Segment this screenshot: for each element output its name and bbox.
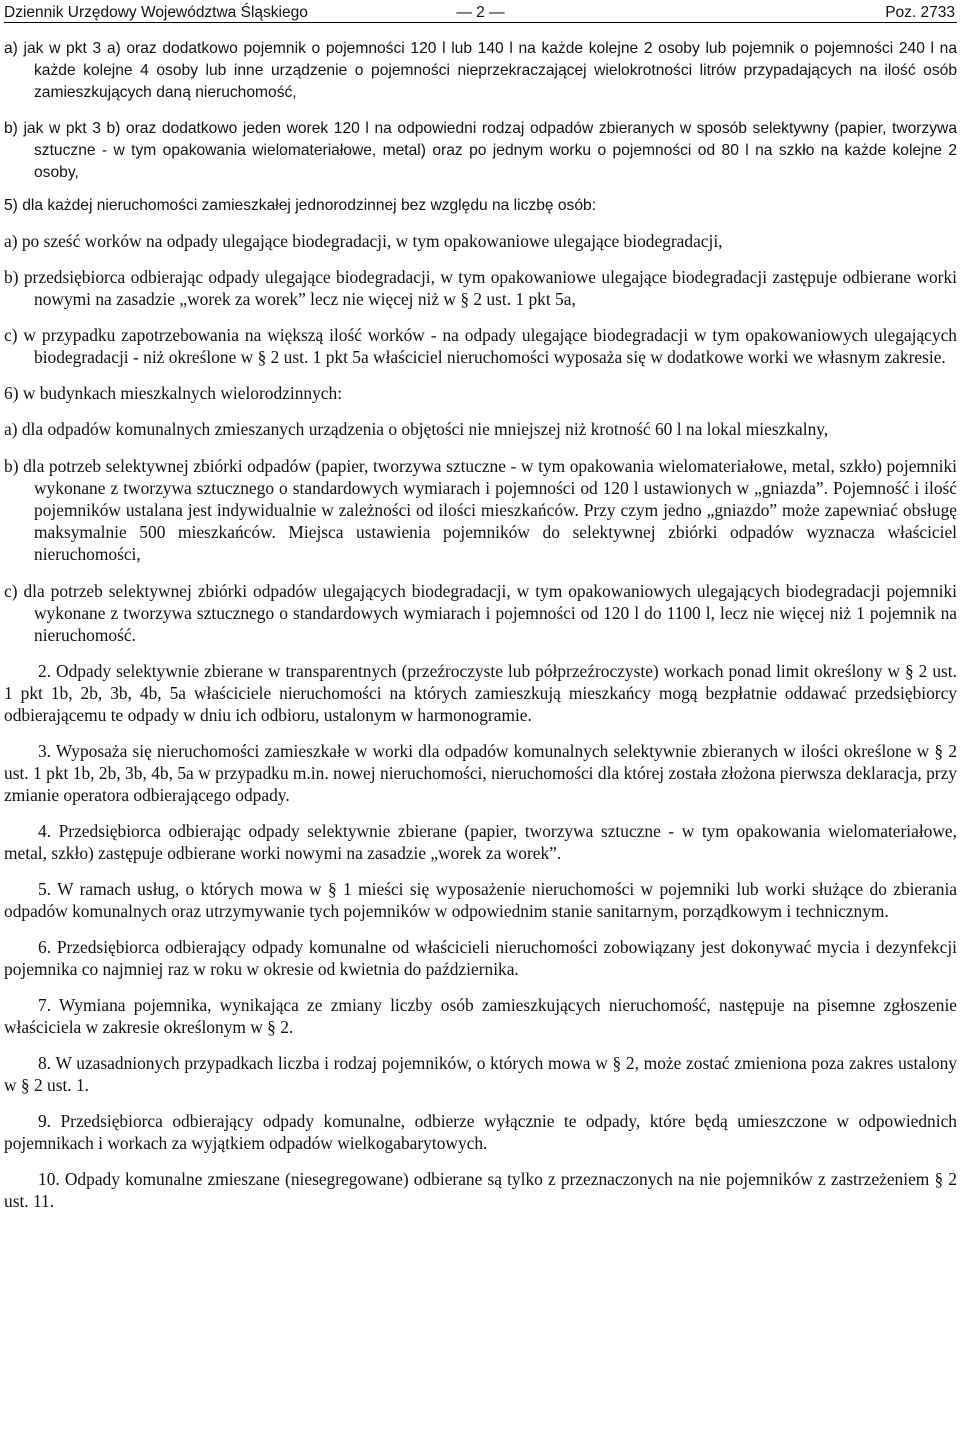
item-4b: b) jak w pkt 3 b) oraz dodatkowo jeden worek 120 l na odpowiedni rodzaj odpadów zbieranych w sposób selektywny (papier, tworzywa sztuczne - w tym opakowania wielomateriałowe, metal) oraz po jednym worku o pojemności od 80 l na szkło na każde kolejne 2 osoby, [4,120,957,181]
document-body [4,38,957,1226]
item-6b: b) dla potrzeb selektywnej zbiórki odpadów (papier, tworzywa sztuczne - w tym opakowania wielomateriałowe, metal, szkło) pojemniki wykonane z tworzywa sztucznego o standardowych wymiarach i pojemności od 120 l ustawionych w „gniazda”. Pojemność i ilość pojemników ustalana jest indywidualnie w zależności od ilości mieszkańców. Przy czym jedno „gniazdo” może zapewniać obsługę maksymalnie 500 mieszkańców. Miejsca ustawienia pojemników do selektywnej zbiórki odpadów wyznacza właściciel nieruchomości, [4,456,957,564]
item-6: 6) w budynkach mieszkalnych wielorodzinnych: [4,383,343,403]
section-8: 8. W uzasadnionych przypadkach liczba i rodzaj pojemników, o których mowa w § 2, może zostać zmieniona poza zakres ustalony w § 2 ust. 1. [4,1053,957,1095]
section-7: 7. Wymiana pojemnika, wynikająca ze zmiany liczby osób zamieszkujących nieruchomość, następuje na pisemne zgłoszenie właściciela w zakresie określonym w § 2. [4,995,957,1037]
journal-title: Dziennik Urzędowy Województwa Śląskiego [4,4,308,21]
page-header [4,2,957,23]
item-6a: a) dla odpadów komunalnych zmieszanych urządzenia o objętości nie mniejszej niż krotność 60 l na lokal mieszkalny, [4,419,829,439]
section-9: 9. Przedsiębiorca odbierający odpady komunalne, odbierze wyłącznie te odpady, które będą umieszczone w odpowiednich pojemnikach i workach za wyjątkiem odpadów wielkogabarytowych. [4,1111,957,1153]
position-number: Poz. 2733 [885,4,955,21]
section-6: 6. Przedsiębiorca odbierający odpady komunalne od właścicieli nieruchomości zobowiązany jest dokonywać mycia i dezynfekcji pojemnika co najmniej raz w roku w okresie od kwietnia do października. [4,937,957,979]
section-10: 10. Odpady komunalne zmieszane (niesegregowane) odbierane są tylko z przeznaczonych na nie pojemników z zastrzeżeniem § 2 ust. 11. [4,1169,957,1211]
item-5c: c) w przypadku zapotrzebowania na większą ilość worków - na odpady ulegające biodegradacji w tym opakowaniowych ulegających biodegradacji - niż określone w § 2 ust. 1 pkt 5a właściciel nieruchomości wyposaża się w dodatkowe worki we własnym zakresie. [4,325,957,367]
section-2: 2. Odpady selektywnie zbierane w transparentnych (przeźroczyste lub półprzeźroczyste) workach ponad limit określony w § 2 ust. 1 pkt 1b, 2b, 3b, 4b, 5a właściciele nieruchomości na których zamieszkują mieszkańcy mogą bezpłatnie oddawać przedsiębiorcy odbierającemu te odpady w dniu ich odbioru, ustalonym w harmonogramie. [4,661,957,725]
section-5: 5. W ramach usług, o których mowa w § 1 mieści się wyposażenie nieruchomości w pojemniki lub worki służące do zbierania odpadów komunalnych oraz utrzymywanie tych pojemników w odpowiednim stanie sanitarnym, porządkowym i technicznym. [4,879,957,921]
item-5: 5) dla każdej nieruchomości zamieszkałej jednorodzinnej bez względu na liczbę osób: [4,197,597,214]
section-3: 3. Wyposaża się nieruchomości zamieszkałe w worki dla odpadów komunalnych selektywnie zbieranych w ilości określone w § 2 ust. 1 pkt 1b, 2b, 3b, 4b, 5a w przypadku m.in. nowej nieruchomości, nieruchomości dla której została złożona pierwsza deklaracja, przy zmianie operatora odbierającego odpady. [4,741,957,805]
item-4a: a) jak w pkt 3 a) oraz dodatkowo pojemnik o pojemności 120 l lub 140 l na każde kolejne 2 osoby lub pojemnik o pojemności 240 l na każde kolejne 4 osoby lub inne urządzenie o pojemności nieprzekraczającej wielokrotności litrów przypadających na ilość osób zamieszkujących daną nieruchomość, [4,40,957,101]
page-number: — 2 — [456,4,505,21]
item-5a: a) po sześć worków na odpady ulegające biodegradacji, w tym opakowaniowe ulegające biodegradacji, [4,231,723,251]
section-4: 4. Przedsiębiorca odbierając odpady selektywnie zbierane (papier, tworzywa sztuczne - w tym opakowania wielomateriałowe, metal, szkło) zastępuje odbierane worki nowymi na zasadzie „worek za worek”. [4,821,957,863]
item-6c: c) dla potrzeb selektywnej zbiórki odpadów ulegających biodegradacji, w tym opakowaniowych ulegających biodegradacji pojemniki wykonane z tworzywa sztucznego o standardowych wymiarach i pojemności od 120 l do 1100 l, lecz nie więcej niż 1 pojemnik na nieruchomość. [4,581,957,645]
item-5b: b) przedsiębiorca odbierając odpady ulegające biodegradacji, w tym opakowaniowe ulegające biodegradacji zastępuje odbierane worki nowymi na zasadzie „worek za worek” lecz nie więcej niż w § 2 ust. 1 pkt 5a, [4,267,957,309]
